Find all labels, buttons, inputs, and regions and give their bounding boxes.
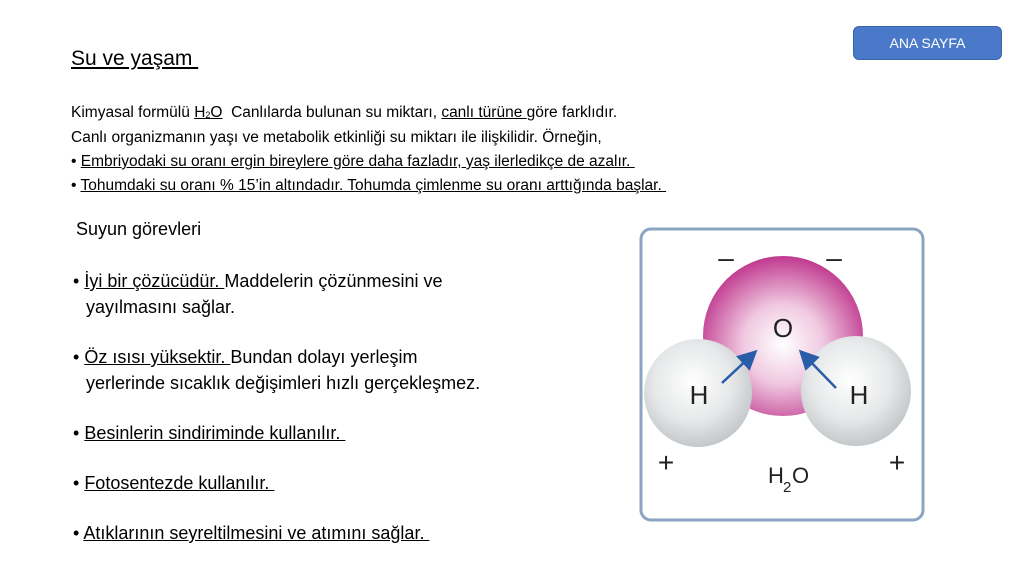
list-item-text: Bundan dolayı yerleşim — [230, 347, 418, 367]
intro-prefix: Kimyasal formülü — [71, 104, 195, 121]
list-item: • Atıklarının seyreltilmesini ve atımını sağlar. — [73, 523, 430, 543]
photosynthesis-link[interactable]: Fotosentezde kullanılır. — [84, 473, 275, 493]
list-item: • Öz ısısı yüksektir. Bundan dolayı yerleşim — [73, 347, 418, 367]
intro-suffix: göre farklıdır. — [526, 104, 618, 121]
intro-line-2: Canlı organizmanın yaşı ve metabolik etkinliği su miktarı ile ilişkilidir. Örneğin, — [71, 129, 602, 146]
list-item: • Fotosentezde kullanılır. — [73, 473, 275, 493]
minus-right: – — [826, 242, 842, 273]
molecule-formula-h: H — [768, 463, 784, 488]
page-title: Su ve yaşam — [71, 47, 199, 70]
list-item-text: Maddelerin çözünmesini ve — [224, 271, 443, 291]
embryo-link[interactable]: Embriyodaki su oranı ergin bireylere göre daha fazladır, yaş ilerledikçe de azalır. — [80, 153, 635, 170]
intro-mid: Canlılarda bulunan su miktarı, — [222, 104, 442, 121]
hydrogen-left-label: H — [689, 380, 709, 410]
list-item-cont: yayılmasını sağlar. — [86, 297, 236, 317]
water-molecule-diagram — [598, 218, 936, 531]
list-item: • İyi bir çözücüdür. Maddelerin çözünmesini ve — [73, 271, 443, 291]
digestion-link[interactable]: Besinlerin sindiriminde kullanılır. — [84, 423, 346, 443]
plus-right: + — [888, 447, 906, 478]
intro-line-1 — [71, 101, 666, 126]
intro-bullet-1: • Embriyodaki su oranı ergin bireylere göre daha fazladır, yaş ilerledikçe de azalır. — [71, 153, 635, 170]
molecule-formula-sub: 2 — [783, 479, 792, 496]
hydrogen-right-label: H — [849, 380, 869, 410]
formula-h: H — [194, 104, 206, 121]
seed-link[interactable]: Tohumdaki su oranı % 15’in altındadır. Tohumda çimlenme su oranı arttığında başlar. — [80, 177, 667, 194]
species-link[interactable]: canlı türüne — [441, 104, 527, 121]
duties-list — [73, 268, 480, 546]
intro-text — [71, 101, 666, 198]
formula-link[interactable] — [194, 104, 222, 121]
plus-left: + — [657, 447, 675, 478]
molecule-formula-o: O — [792, 463, 810, 488]
waste-link[interactable]: Atıklarının seyreltilmesini ve atımını sağlar. — [83, 523, 430, 543]
formula-sub: 2 — [205, 110, 211, 120]
formula-o: O — [210, 104, 223, 121]
oxygen-label: O — [772, 313, 794, 343]
specific-heat-link[interactable]: Öz ısısı yüksektir. — [84, 347, 231, 367]
home-button[interactable]: ANA SAYFA — [853, 26, 1002, 60]
minus-left: – — [718, 242, 734, 273]
list-item-cont: yerlerinde sıcaklık değişimleri hızlı gerçekleşmez. — [86, 373, 481, 393]
section-title: Suyun görevleri — [76, 219, 202, 239]
solvent-link[interactable]: İyi bir çözücüdür. — [84, 271, 225, 291]
intro-bullet-2: • Tohumdaki su oranı % 15’in altındadır. Tohumda çimlenme su oranı arttığında başlar. — [71, 177, 667, 194]
list-item: • Besinlerin sindiriminde kullanılır. — [73, 423, 346, 443]
